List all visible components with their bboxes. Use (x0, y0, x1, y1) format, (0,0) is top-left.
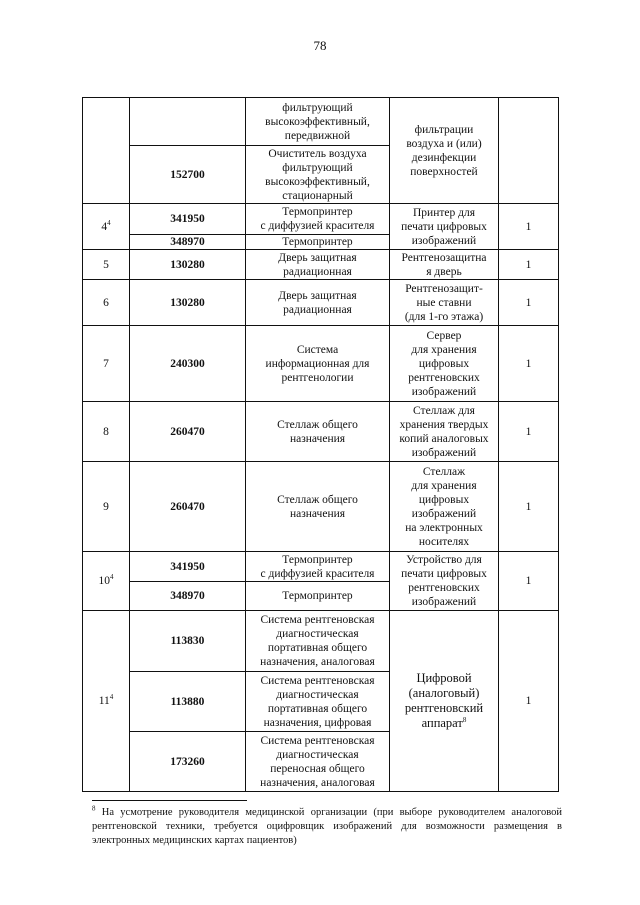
purpose-cell: Стеллаж для хранения твердых копий аналоговых изображений (390, 402, 499, 462)
code-cell: 348970 (130, 582, 246, 611)
code-cell: 113830 (130, 611, 246, 672)
name-cell: Термопринтер (246, 235, 390, 250)
purpose-cell: Устройство для печати цифровых рентгеновских изображений (390, 552, 499, 611)
code-cell: 240300 (130, 326, 246, 402)
row-number-cell (83, 204, 130, 250)
name-cell: Термопринтер (246, 582, 390, 611)
row-number-superscript: 4 (110, 573, 114, 582)
row-number: 10 (98, 575, 110, 587)
row-number-cell: 6 (83, 280, 130, 326)
footnote-mark: 8 (92, 804, 96, 813)
name-cell: Стеллаж общего назначения (246, 402, 390, 462)
name-cell: Система рентгеновская диагностическая переносная общего назначения, аналоговая (246, 732, 390, 792)
table-row (83, 552, 559, 582)
code-cell: 152700 (130, 146, 246, 204)
code-cell: 260470 (130, 402, 246, 462)
purpose-cell: фильтрации воздуха и (или) дезинфекции поверхностей (390, 98, 499, 204)
code-cell: 130280 (130, 250, 246, 280)
code-cell: 341950 (130, 552, 246, 582)
table-row (83, 611, 559, 672)
code-cell (130, 98, 246, 146)
table-row (83, 280, 559, 326)
row-number: 4 (101, 220, 108, 233)
row-number-cell (83, 552, 130, 611)
quantity-cell: 1 (499, 462, 559, 552)
name-cell: Стеллаж общего назначения (246, 462, 390, 552)
name-cell: фильтрующий высокоэффективный, передвижной (246, 98, 390, 146)
table-row (83, 98, 559, 146)
row-number-superscript: 4 (109, 693, 114, 702)
code-cell: 113880 (130, 672, 246, 732)
table-row (83, 402, 559, 462)
footnote (92, 806, 562, 848)
purpose-cell: Принтер для печати цифровых изображений (390, 204, 499, 250)
quantity-cell: 1 (499, 204, 559, 250)
name-cell: Система информационная для рентгенологии (246, 326, 390, 402)
name-cell: Система рентгеновская диагностическая портативная общего назначения, цифровая (246, 672, 390, 732)
quantity-cell: 1 (499, 280, 559, 326)
footnote-text: На усмотрение руководителя медицинской организации (при выборе руководителем аналоговой рентгеновской техники, требуется оцифровщик изображений для возможности размещения в электронных медицинских картах пациентов) (92, 807, 562, 846)
row-number-superscript: 4 (107, 218, 111, 227)
footnote-reference: 8 (462, 716, 467, 725)
row-number-cell: 7 (83, 326, 130, 402)
row-number-cell: 9 (83, 462, 130, 552)
code-cell: 341950 (130, 204, 246, 235)
table-row (83, 250, 559, 280)
equipment-table (82, 97, 559, 792)
purpose-cell (390, 611, 499, 792)
quantity-cell: 1 (499, 552, 559, 611)
name-cell: Дверь защитная радиационная (246, 280, 390, 326)
table-row (83, 326, 559, 402)
row-number-cell: 5 (83, 250, 130, 280)
name-cell: Термопринтер с диффузией красителя (246, 204, 390, 235)
quantity-cell: 1 (499, 611, 559, 792)
quantity-cell: 1 (499, 326, 559, 402)
row-number-cell (83, 98, 130, 204)
name-cell: Дверь защитная радиационная (246, 250, 390, 280)
quantity-cell: 1 (499, 250, 559, 280)
name-cell: Очиститель воздуха фильтрующий высокоэффективный, стационарный (246, 146, 390, 204)
table-row (83, 462, 559, 552)
table-row (83, 204, 559, 235)
name-cell: Система рентгеновская диагностическая портативная общего назначения, аналоговая (246, 611, 390, 672)
purpose-cell: Рентгенозащит- ные ставни (для 1-го этажа) (390, 280, 499, 326)
code-cell: 130280 (130, 280, 246, 326)
purpose-cell: Сервер для хранения цифровых рентгеновских изображений (390, 326, 499, 402)
quantity-cell (499, 98, 559, 204)
purpose-cell: Рентгенозащитна я дверь (390, 250, 499, 280)
code-cell: 348970 (130, 235, 246, 250)
row-number: 11 (98, 695, 110, 707)
row-number-cell (83, 611, 130, 792)
purpose-text: Цифровой (аналоговый) рентгеновский аппарат (404, 671, 484, 730)
row-number-cell: 8 (83, 402, 130, 462)
page-number: 78 (313, 38, 327, 53)
code-cell: 173260 (130, 732, 246, 792)
code-cell: 260470 (130, 462, 246, 552)
quantity-cell: 1 (499, 402, 559, 462)
name-cell: Термопринтер с диффузией красителя (246, 552, 390, 582)
footnote-divider (92, 800, 247, 801)
purpose-cell: Стеллаж для хранения цифровых изображений на электронных носителях (390, 462, 499, 552)
